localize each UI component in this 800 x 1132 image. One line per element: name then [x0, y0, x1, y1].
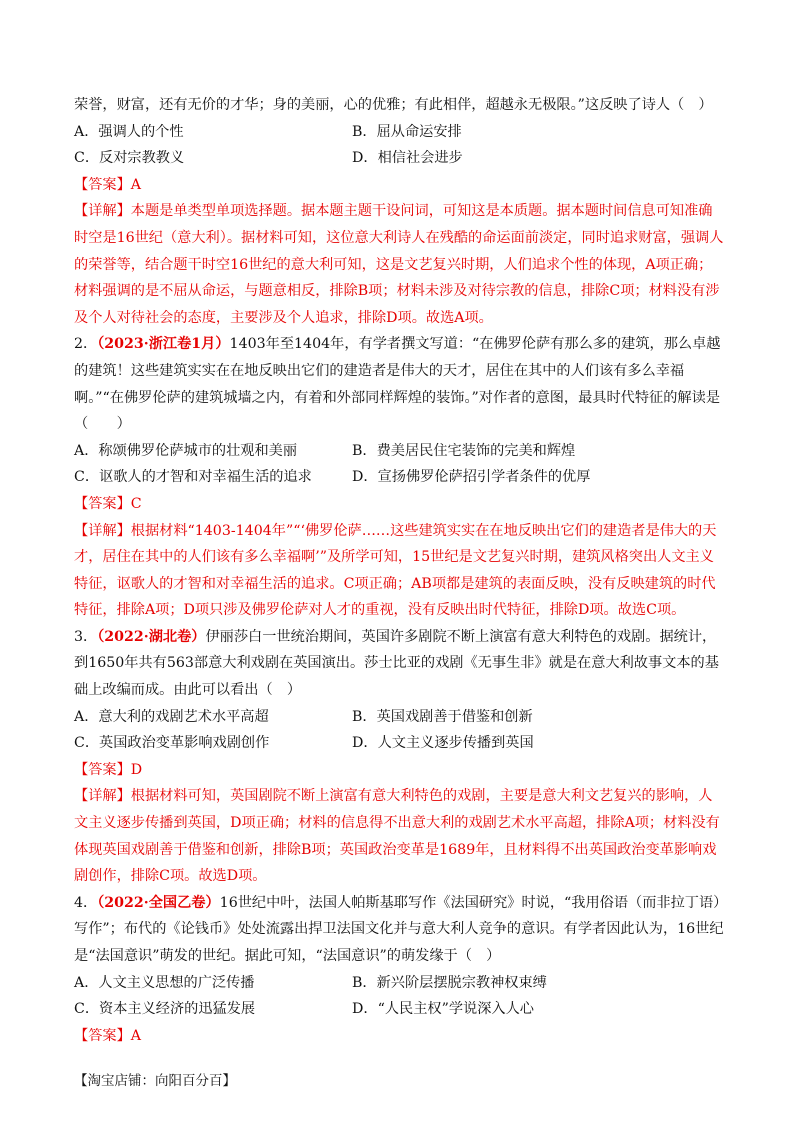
q2-options-row-1 [74, 438, 726, 465]
q1-options-row-1 [74, 119, 726, 146]
q2-option-d: D．宣扬佛罗伦萨招引学者条件的优厚 [352, 469, 591, 486]
q2-option-c: C．讴歌人的才智和对幸福生活的追求 [74, 469, 312, 486]
q3-option-d: D．人文主义逐步传播到英国 [352, 735, 534, 752]
q2-options-row-2 [74, 464, 726, 491]
q3-source: （2022·湖北卷） [97, 628, 206, 645]
q3-number: 3． [74, 628, 98, 645]
q3-stem-text: 伊丽莎白一世统治期间，英国许多剧院不断上演富有意大利特色的戏剧。据统计，到1650年共有563部意大利戏剧在英国演出。莎士比亚的戏剧《无事生非》就是在意大利故事文本的基础上改编而成。由此可以看出（ ） [74, 628, 719, 699]
q3-answer: 【答案】D [74, 761, 143, 778]
q3-options-row-1 [74, 704, 726, 731]
q1-options-row-2 [74, 145, 726, 172]
q2-option-b: B．费美居民住宅装饰的完美和辉煌 [352, 442, 576, 459]
q4-stem-text: 16世纪中叶，法国人帕斯基耶写作《法国研究》时说，“我用俗语（而非拉丁语）写作”；布代的《论钱币》处处流露出捍卫法国文化并与意大利人竞争的意识。有学者因此认为，16世纪是“法国意识”萌发的世纪。据此可知，“法国意识”的萌发缘于（ ） [74, 894, 724, 964]
q2-answer: 【答案】C [74, 495, 142, 512]
q3-options-row-2 [74, 730, 726, 757]
q2-stem [74, 331, 726, 437]
q1-explanation: 【详解】本题是单类型单项选择题。据本题主题干设问词，可知这是本质题。据本题时间信息可知准确时空是16世纪（意大利）。据材料可知，这位意大利诗人在残酷的命运面前淡定，同时追求财富，强调人的荣誉等，结合题干时空16世纪的意大利可知，这是文艺复兴时期，人们追求个性的体现，A项正确；材料强调的是不屈从命运，与题意相反，排除B项；材料未涉及对待宗教的信息，排除C项；材料没有涉及个人对待社会的态度，主要涉及个人追求，排除D项。故选A项。 [74, 203, 724, 326]
q4-option-d: D．“人民主权”学说深入人心 [352, 1001, 534, 1018]
q4-options-row-2 [74, 996, 726, 1023]
page-footer: 【淘宝店铺：向阳百分百】 [74, 1073, 236, 1089]
q3-explanation: 【详解】根据材料可知，英国剧院不断上演富有意大利特色的戏剧，主要是意大利文艺复兴的影响，人文主义逐步传播到英国，D项正确；材料的信息得不出意大利的戏剧艺术水平高超，排除A项；材料没有体现英国戏剧善于借鉴和创新，排除B项；英国政治变革是1689年，且材料得不出英国政治变革影响戏剧创作，排除C项。故选D项。 [74, 788, 720, 885]
q3-stem [74, 624, 726, 704]
document-body [74, 92, 726, 1049]
q4-stem [74, 890, 726, 970]
q1-answer: 【答案】A [74, 176, 141, 193]
q2-option-a: A．称颂佛罗伦萨城市的壮观和美丽 [74, 442, 298, 459]
q3-option-c: C．英国政治变革影响戏剧创作 [74, 735, 270, 752]
q1-option-b: B．屈从命运安排 [352, 123, 462, 140]
q1-option-c: C．反对宗教教义 [74, 150, 185, 167]
q3-option-b: B．英国戏剧善于借鉴和创新 [352, 708, 533, 725]
q4-answer: 【答案】A [74, 1027, 141, 1044]
q4-source: （2022·全国乙卷） [97, 894, 220, 911]
q4-option-a: A．人文主义思想的广泛传播 [74, 974, 255, 991]
q1-option-a: A．强调人的个性 [74, 123, 184, 140]
q3-option-a: A．意大利的戏剧艺术水平高超 [74, 708, 269, 725]
q1-option-d: D．相信社会进步 [352, 150, 463, 167]
q1-stem-tail: 荣誉，财富，还有无价的才华；身的美丽，心的优雅；有此相伴，超越永无极限。”这反映了诗人（ ） [74, 97, 713, 113]
q4-number: 4． [74, 894, 98, 911]
q4-options-row-1 [74, 970, 726, 997]
q4-option-b: B．新兴阶层摆脱宗教神权束缚 [352, 974, 547, 991]
q2-source: （2023·浙江卷1月） [97, 336, 230, 353]
q4-option-c: C．资本主义经济的迅猛发展 [74, 1001, 256, 1018]
q2-number: 2． [74, 336, 98, 353]
q2-stem-text: 1403年至1404年，有学者撰文写道：“在佛罗伦萨有那么多的建筑，那么卓越的建筑！这些建筑实实在在地反映出它们的建造者是伟大的天才，居住在其中的人们该有多么幸福啊。”“在佛罗伦萨的建筑城墙之内，有着和外部同样辉煌的装饰。”对作者的意图，最具时代特征的解读是（ ） [74, 336, 721, 433]
q2-explanation: 【详解】根据材料“1403-1404年”“‘佛罗伦萨……这些建筑实实在在地反映出它们的建造者是伟大的天才，居住在其中的人们该有多么幸福啊’”及所学可知，15世纪是文艺复兴时期，建筑风格突出人文主义特征，讴歌人的才智和对幸福生活的追求。C项正确；AB项都是建筑的表面反映，没有反映建筑的时代特征，排除A项；D项只涉及佛罗伦萨对人才的重视，没有反映出时代特征，排除D项。故选C项。 [74, 522, 717, 619]
